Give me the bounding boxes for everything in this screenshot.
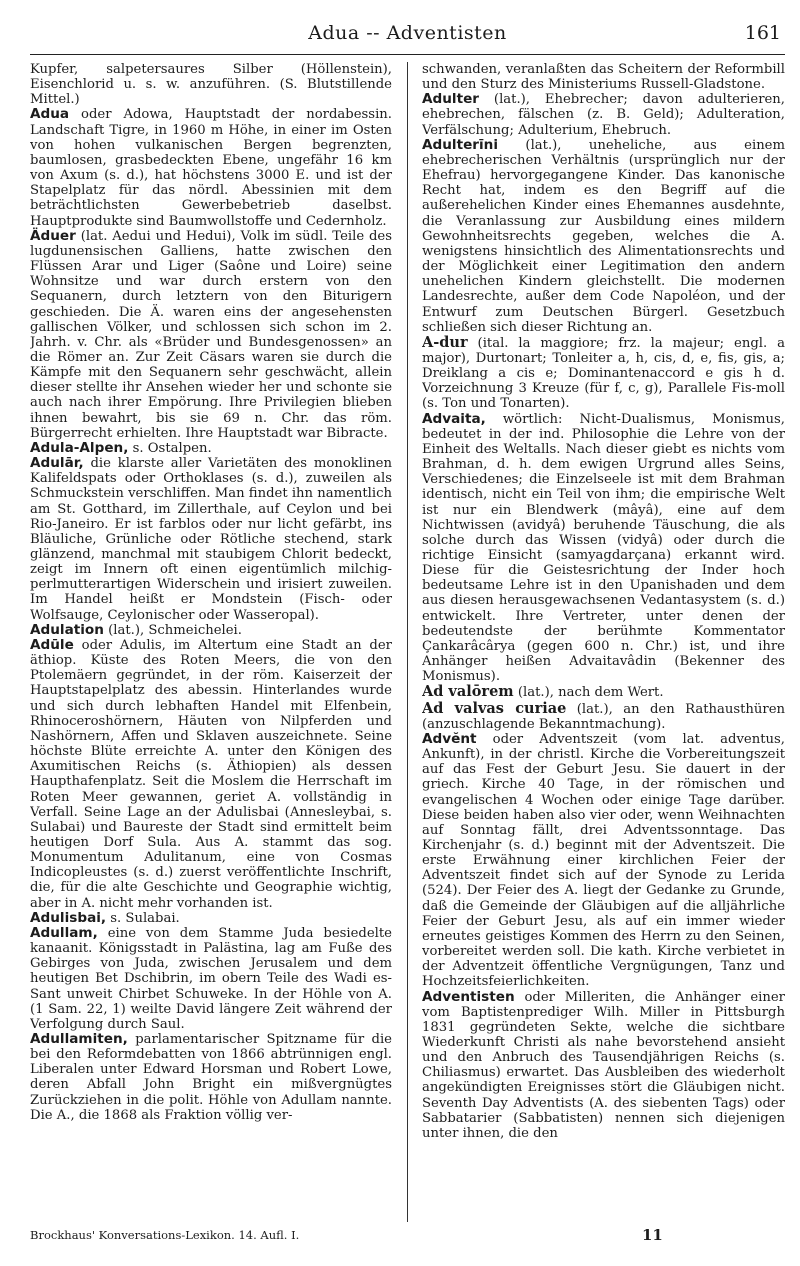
- entry-headword: Adulation: [30, 621, 104, 638]
- lexicon-entry: [30, 1032, 392, 1123]
- entry-headword: Ad valōrem: [422, 683, 514, 701]
- entry-text: Kupfer, salpetersaures Silber (Höllenstein), Eisenchlorid u. s. w. anzuführen. (S. Blutstillende Mittel.): [30, 62, 392, 108]
- entry-text: oder Milleriten, die Anhänger einer vom Baptistenprediger Wilh. Miller in Pittsburgh 1831 gegründeten Sekte, welche die sichtbare Wiederkunft Christi als nahe bevorstehend ansieht und den Anbruch des Tausendjährigen Reichs (s. Chiliasmus) erwartet. Das Ausbleiben des wiederholt angekündigten Ereignisses stört die Gläubigen nicht. Seventh Day Adventists (A. des siebenten Tags) oder Sabbatarier (Sabbatisten) nennen sich diejenigen unter ihnen, die den: [422, 989, 785, 1141]
- entry-text: (lat.), Schmeichelei.: [108, 622, 242, 638]
- lexicon-entry: [422, 990, 785, 1142]
- left-column: [30, 62, 392, 1222]
- lexicon-entry: [30, 456, 392, 623]
- entry-text: parlamentarischer Spitzname für die bei den Reformdebatten von 1866 abtrünnigen engl. Liberalen unter Edward Horsman und Robert Lowe, deren Abfall John Bright ein mißvergnügtes Zurückziehen in die polit. Höhle von Adullam nannte. Die A., die 1868 als Fraktion völlig ver-: [30, 1032, 392, 1123]
- lexicon-entry: [422, 92, 785, 137]
- right-column: [422, 62, 785, 1222]
- entry-headword: Ad valvas curiae: [422, 699, 567, 717]
- entry-headword: Adulterīni: [422, 136, 499, 153]
- running-head: Adua -- Adventisten: [308, 22, 507, 44]
- lexicon-entry: [30, 623, 392, 638]
- lexicon-entry: [30, 62, 392, 107]
- entry-text: (lat.), an den Rathausthüren (anzuschlagende Bekanntmachung).: [422, 701, 785, 732]
- lexicon-entry: [422, 701, 785, 732]
- entry-text: (ital. la maggiore; frz. la majeur; engl. a major), Durtonart; Tonleiter a, h, cis, d, e, fis, gis, a; Dreiklang a cis e; Dominantenaccord e gis h d. Vorzeichnung 3 Kreuze (für f, c, g), Parallele Fis-moll (s. Ton und Tonarten).: [422, 335, 785, 412]
- lexicon-entry: [30, 107, 392, 228]
- entry-text: oder Adulis, im Altertum eine Stadt an der äthiop. Küste des Roten Meers, die von den Ptolemäern gegründet, in der röm. Kaiserzeit der Hauptstapelplatz des abessin. Hinterlandes wurde und sich durch lebhaften Handel mit Elfenbein, Rhinoceroshörnern, Häuten von Nilpferden und Nashörnern, Affen und Sklaven auszeichnete. Seine höchste Blüte erreichte A. unter den Königen des Axumitischen Reichs (s. Äthiopien) als dessen Haupthafenplatz. Seit die Moslem die Herrschaft im Roten Meer gewannen, geriet A. vollständig in Verfall. Seine Lage an der Adulisbai (Annesleybai, s. Sulabai) und Baureste der Stadt sind ermittelt beim heutigen Dorf Sula. Aus A. stammt das sog. Monumentum Adulitanum, eine von Cosmas Indicopleustes (s. d.) zuerst veröffentlichte Inschrift, die, für die alte Geschichte und Geographie wichtig, aber in A. nicht mehr vorhanden ist.: [30, 637, 392, 911]
- signature-mark: 11: [642, 1226, 663, 1244]
- entry-text: eine von dem Stamme Juda besiedelte kanaanit. Königsstadt in Palästina, lag am Fuße des Gebirges von Juda, zwischen Jerusalem und dem heutigen Bet Dschibrin, im obern Teile des Wadi es-Sant unweit Chirbet Schuweke. In der Höhle von A. (1 Sam. 22, 1) weilte David längere Zeit während der Verfolgung durch Saul.: [30, 925, 392, 1032]
- page-header: [30, 22, 785, 56]
- entry-headword: Advĕnt: [422, 730, 477, 747]
- entry-text: oder Adventszeit (vom lat. adventus, Ankunft), in der christl. Kirche die Vorbereitungszeit auf das Fest der Geburt Jesu. Sie dauert in der griech. Kirche 40 Tage, in der römischen und evangelischen 4 Wochen oder einige Tage darüber. Diese beiden haben also vier oder, wenn Weihnachten auf Sonntag fällt, drei Adventssonntage. Das Kirchenjahr (s. d.) beginnt mit der Adventszeit. Die erste Erwähnung einer kirchlichen Feier der Adventszeit findet sich auf der Synode zu Lerida (524). Der Feier des A. liegt der Gedanke zu Grunde, daß die Gemeinde der Gläubigen auf die alljährliche Feier der Geburt Jesu, als auf ein immer wieder erneutes geistiges Kommen des Herrn zu den Seinen, vorbereitet werden soll. Die kath. Kirche verbietet in der Adventzeit öffentliche Vergnügungen, Tanz und Hochzeitsfeierlichkeiten.: [422, 731, 785, 990]
- entry-headword: Adūle: [30, 636, 74, 653]
- imprint-line: Brockhaus' Konversations-Lexikon. 14. Aufl. I.: [30, 1228, 300, 1242]
- entry-text: (lat.), nach dem Wert.: [517, 685, 664, 701]
- entry-headword: Adullam,: [30, 924, 98, 941]
- entry-text: wörtlich: Nicht-Dualismus, Monismus, bedeutet in der ind. Philosophie die Lehre von der Einheit des Weltalls. Nach dieser giebt es nichts vom Brahman, d. h. dem ewigen Urgrund alles Seins, Verschiedenes; die Einzelseele ist mit dem Brahman identisch, nicht ein Teil von ihm; die empirische Welt ist nur ein Blendwerk (mâyâ), eine auf dem Nichtwissen (avidyâ) beruhende Täuschung, die als solche durch das Wissen (vidyâ) oder durch die richtige Einsicht (samyagdarçana) erkannt wird. Diese für die Geistesrichtung der Inder hoch bedeutsame Lehre ist in den Upanishaden und dem aus diesen herausgewachsenen Vedantasystem (s. d.) entwickelt. Ihre Vertreter, unter denen der bedeutendste der berühmte Kommentator Çankarâcârya (gegen 600 n. Chr.) ist, und ihre Anhänger heißen Advaitavâdin (Bekenner des Monismus).: [422, 411, 785, 685]
- lexicon-entry: [30, 229, 392, 441]
- header-rule: [30, 54, 785, 55]
- entry-headword: Adula-Alpen,: [30, 439, 129, 456]
- entry-headword: Adua: [30, 106, 70, 123]
- entry-text: s. Ostalpen.: [132, 440, 212, 456]
- entry-text: schwanden, veranlaßten das Scheitern der Reformbill und den Sturz des Ministeriums Russell-Gladstone.: [422, 62, 785, 93]
- entry-text: s. Sulabai.: [110, 910, 180, 926]
- lexicon-entry: [422, 412, 785, 685]
- lexicon-entry: [422, 732, 785, 990]
- entry-text: (lat.), Ehebrecher; davon adulterieren, ehebrechen, fälschen (z. B. Geld); Adulteration, Verfälschung; Adulterium, Ehebruch.: [422, 92, 785, 138]
- lexicon-entry: [30, 926, 392, 1032]
- lexicon-entry: [30, 911, 392, 926]
- entry-headword: Adulisbai,: [30, 909, 107, 926]
- entry-text: (lat.), uneheliche, aus einem ehebrecherischen Verhältnis (ursprünglich nur der Ehefrau) hervorgegangene Kinder. Das kanonische Recht hat, indem es den Begriff auf die außerehelichen Kinder eines Ehemannes ausdehnte, die Veranlassung zur Ausbildung eines mildern Gewohnheitsrechts gegeben, welches die A. wenigstens hinsichtlich des Alimentationsrechts und der Möglichkeit einer Legitimation den andern unehelichen Kindern gleichstellt. Die modernen Landesrechte, außer dem Code Napoléon, und der Entwurf zum Deutschen Bürgerl. Gesetzbuch schließen sich dieser Richtung an.: [422, 137, 785, 335]
- entry-headword: Adulter: [422, 91, 480, 108]
- lexicon-entry: [422, 335, 785, 412]
- entry-headword: Adulār,: [30, 455, 84, 472]
- column-divider: [407, 62, 408, 1222]
- entry-text: oder Adowa, Hauptstadt der nordabessin. Landschaft Tigre, in 1960 m Höhe, in einer im Osten von hohen vulkanischen Bergen begrenzten, baumlosen, grasbedeckten Ebene, ungefähr 16 km von Axum (s. d.), hat höchstens 3000 E. und ist der Stapelplatz für das nördl. Abessinien mit dem beträchtlichsten Gewerbebetrieb daselbst. Hauptprodukte sind Baumwollstoffe und Cedernholz.: [30, 107, 392, 229]
- lexicon-entry: [422, 684, 785, 700]
- entry-headword: Adullamiten,: [30, 1031, 128, 1047]
- entry-text: (lat. Aedui und Hedui), Volk im südl. Teile des lugdunensischen Galliens, hatte zwischen den Flüssen Arar und Liger (Saône und Loire) seine Wohnsitze und war durch erstern von den Sequanern, durch letztern von den Biturigern geschieden. Die Ä. waren eins der angesehensten gallischen Völker, und schlossen sich schon im 2. Jahrh. v. Chr. als «Brüder und Bundesgenossen» an die Römer an. Zur Zeit Cäsars waren sie durch die Kämpfe mit den Sequanern sehr geschwächt, allein dieser stellte ihr Ansehen wieder her und schonte sie auch nach ihrer Empörung. Ihre Privilegien blieben ihnen bewahrt, bis sie 69 n. Chr. das röm. Bürgerrecht erhielten. Ihre Hauptstadt war Bibracte.: [30, 228, 392, 441]
- page-footer: [30, 1226, 785, 1256]
- lexicon-entry: [30, 638, 392, 911]
- lexicon-entry: [30, 441, 392, 456]
- lexicon-entry: [422, 138, 785, 335]
- entry-headword: Adventisten: [422, 988, 515, 1005]
- entry-headword: A-dur: [422, 333, 468, 351]
- entry-headword: Advaita,: [422, 410, 486, 427]
- entry-text: die klarste aller Varietäten des monoklinen Kalifeldspats oder Orthoklases (s. d.), zuweilen als Schmuckstein verschliffen. Man findet ihn namentlich am St. Gotthard, im Zillerthale, auf Ceylon und bei Rio-Janeiro. Er ist farblos oder nur licht gefärbt, ins Bläuliche, Grünliche oder Rötliche stechend, stark glänzend, manchmal mit staubigem Chlorit bedeckt, zeigt im Innern oft einen eigentümlich milchig-perlmutterartigen Widerschein und irisiert zuweilen. Im Handel heißt er Mondstein (Fisch- oder Wolfsauge, Ceylonischer oder Wasseropal).: [30, 456, 392, 623]
- text-columns: [30, 62, 785, 1222]
- lexicon-entry: [422, 62, 785, 92]
- entry-headword: Äduer: [30, 227, 76, 244]
- page-number: 161: [744, 22, 781, 44]
